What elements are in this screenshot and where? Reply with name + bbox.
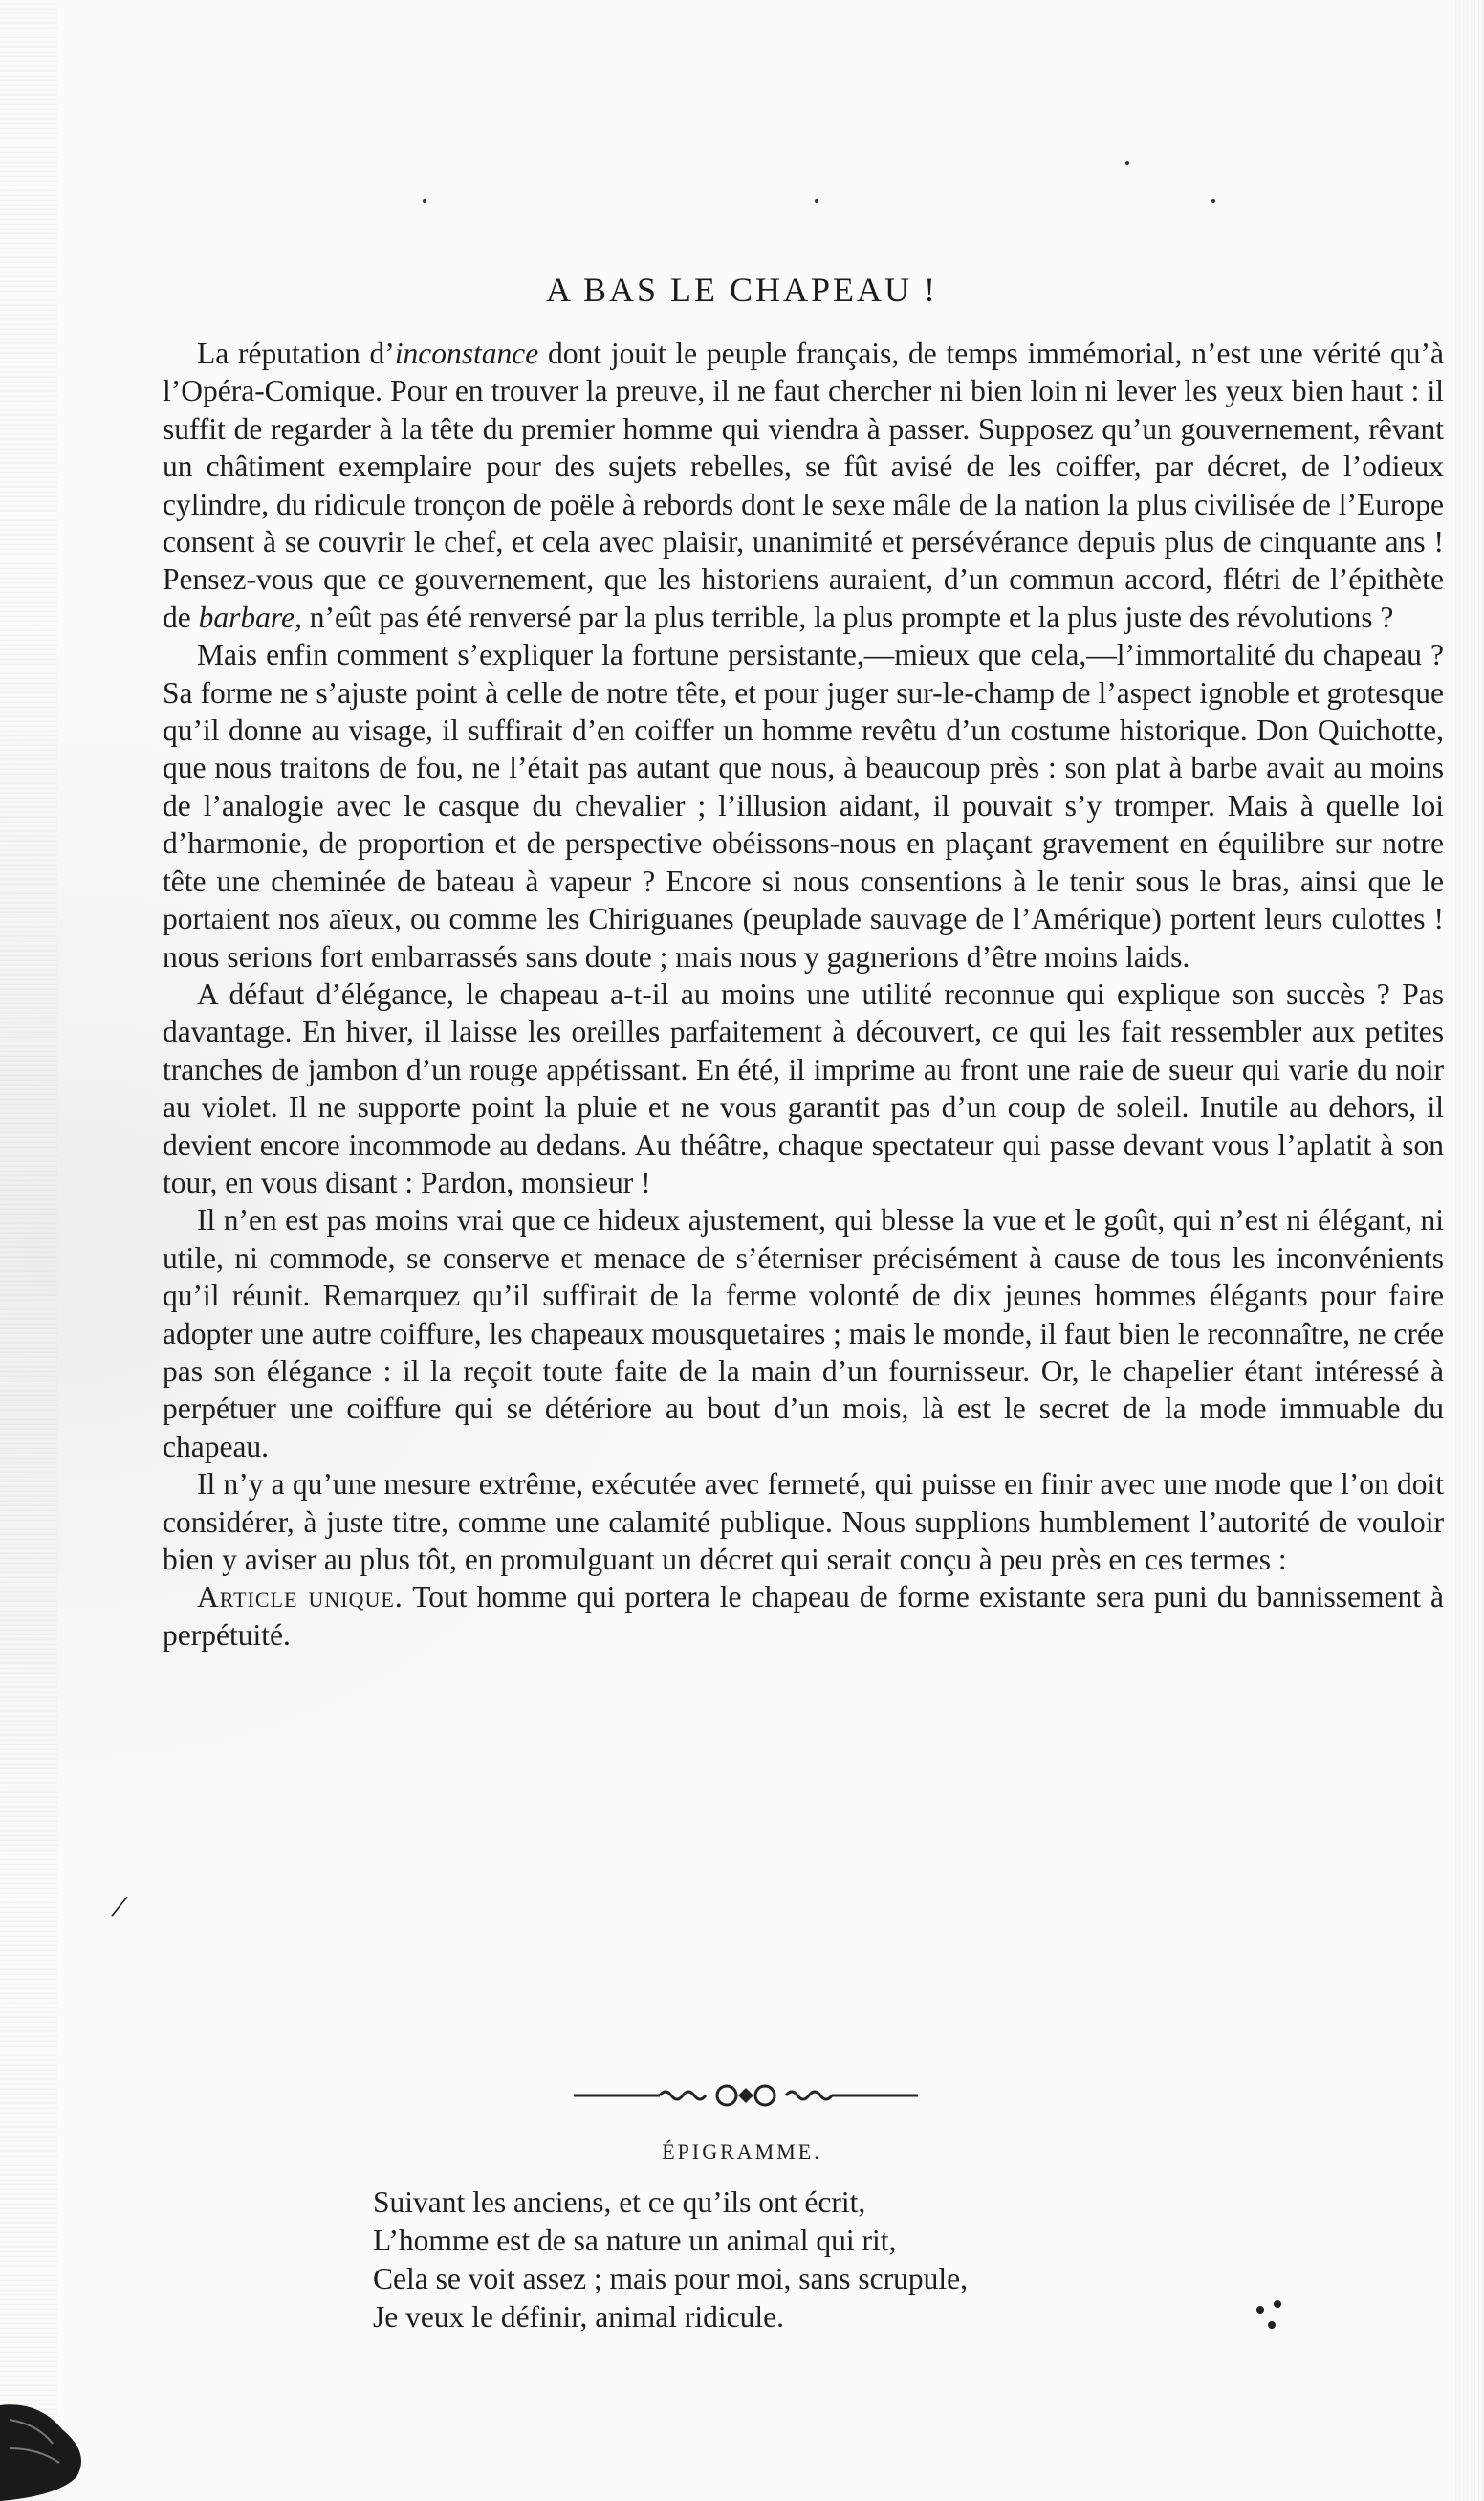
- ink-dot: [1256, 2306, 1264, 2314]
- ornament-circle-left: [717, 2086, 736, 2105]
- poem-line: Suivant les anciens, et ce qu’ils ont écrit,: [373, 2185, 866, 2219]
- text-segment: n’eût pas été renversé par la plus terrible, la plus prompte et la plus juste des révolutions ?: [301, 600, 1394, 634]
- article-title: A BAS LE CHAPEAU !: [545, 271, 939, 309]
- text-segment: Mais enfin comment s’expliquer la fortune persistante,—mieux que cela,—l’immortalité du chapeau ? Sa forme ne s’ajuste point à celle de notre tête, et pour juger sur-le-champ de l’aspect ignoble et grotesque qu’il donne au visage, il suffirait d’en coiffer un homme revêtu d’un costume historique. Don Quichotte, que nous traitons de fou, ne l’était pas autant que nous, à beaucoup près : son plat à barbe avait au moins de l’analogie avec le casque du chevalier ; l’illusion aidant, il pouvait s’y tromper. Mais à quelle loi d’harmonie, de proportion et de perspective obéissons-nous en plaçant gravement en équilibre sur notre tête une cheminée de bateau à vapeur ? Encore si nous consentions à le tenir sous le bras, ainsi que le portaient nos aïeux, ou comme les Chiriguanes (peuplade sauvage de l’Amérique) portent leurs culottes ! nous serions fort embarrassés sans doute ; mais nous y gagnerions d’être moins laids.: [163, 638, 1444, 974]
- scan-edge-right: [1455, 0, 1484, 2501]
- scan-edge-left: [0, 0, 57, 2501]
- poem-line: Cela se voit assez ; mais pour moi, sans scrupule,: [373, 2262, 969, 2295]
- ink-dot: [1274, 2300, 1281, 2308]
- ink-dot: [1268, 2321, 1276, 2329]
- ink-dots: [1253, 2291, 1300, 2338]
- poem-line: L’homme est de sa nature un animal qui rit,: [373, 2224, 897, 2257]
- epigram-title: ÉPIGRAMME.: [662, 2139, 822, 2163]
- speck: [1125, 161, 1129, 165]
- text-segment: Il n’en est pas moins vrai que ce hideux ajustement, qui blesse la vue et le goût, qui n’est ni élégant, ni utile, ni commode, se conserve et menace de s’éterniser précisément à cause de tous les inconvénients qu’il réunit. Remarquez qu’il suffirait de la ferme volonté de dix jeunes hommes élégants pour faire adopter une autre coiffure, les chapeaux mousquetaires ; mais le monde, il faut bien le reconnaître, ne crée pas son élégance : il la reçoit toute faite de la main d’un fournisseur. Or, le chapelier étant intéressé à perpétuer une coiffure qui se détériore au bout d’un mois, là est le secret de la mode immuable du chapeau.: [163, 1203, 1444, 1463]
- margin-mark: /: [108, 1886, 131, 1926]
- text-segment: inconstance: [394, 337, 539, 370]
- epigram-poem: [373, 2183, 968, 2336]
- article-paragraph: [163, 976, 1444, 1201]
- poem-line: Je veux le définir, animal ridicule.: [373, 2300, 784, 2334]
- text-segment: barbare,: [198, 600, 302, 634]
- corner-ink-blot: [0, 2396, 91, 2501]
- ornament-divider: [574, 2078, 918, 2113]
- article-body: [163, 335, 1444, 1654]
- text-segment: La réputation d’: [197, 337, 395, 370]
- article-paragraph: [163, 1201, 1444, 1465]
- text-segment: Tout homme qui portera le chapeau de forme existante sera puni du bannissement à perpétuité.: [163, 1580, 1445, 1652]
- text-segment: A défaut d’élégance, le chapeau a-t-il au moins une utilité reconnue qui explique son succès ? Pas davantage. En hiver, il laisse les oreilles parfaitement à découvert, ce qui les fait ressembler aux petites tranches de jambon d’un rouge appétissant. En été, il imprime au front une raie de sueur qui varie du noir au violet. Il ne supporte point la pluie et ne vous garantit pas d’un coup de soleil. Inutile au dehors, il devient encore incommode au dedans. Au théâtre, chaque spectateur qui passe devant vous l’aplatit à son tour, en vous disant : Pardon, monsieur !: [163, 976, 1444, 1199]
- ornament-wave-left: [660, 2092, 706, 2099]
- article-paragraph: [163, 335, 1444, 636]
- speck: [815, 199, 818, 203]
- article-paragraph: [163, 1578, 1444, 1654]
- ornament-wave-right: [786, 2092, 832, 2099]
- speck: [1211, 199, 1215, 203]
- text-segment: Il n’y a qu’une mesure extrême, exécutée avec fermeté, qui puisse en finir avec une mode que l’on doit considérer, à juste titre, comme une calamité publique. Nous supplions humblement l’autorité de vouloir bien y aviser au plus tôt, en promulguant un décret qui serait conçu à peu près en ces termes :: [163, 1467, 1444, 1576]
- speck: [423, 199, 426, 203]
- ornament-circle-right: [755, 2086, 775, 2105]
- text-segment: dont jouit le peuple français, de temps immémorial, n’est une vérité qu’à l’Opéra-Comique. Pour en trouver la preuve, il ne faut chercher ni bien loin ni lever les yeux bien haut : il suffit de regarder à la tête du premier homme qui viendra à passer. Supposez qu’un gouvernement, rêvant un châtiment exemplaire pour des sujets rebelles, se fût avisé de les coiffer, par décret, de l’odieux cylindre, du ridicule tronçon de poële à rebords dont le sexe mâle de la nation la plus civilisée de l’Europe consent à se couvrir le chef, et cela avec plaisir, unanimité et persévérance depuis plus de cinquante ans ! Pensez-vous que ce gouvernement, que les historiens auraient, d’un commun accord, flétri de l’épithète de: [163, 337, 1444, 634]
- text-segment: Article unique.: [197, 1580, 404, 1614]
- article-paragraph: [163, 636, 1444, 976]
- article-paragraph: [163, 1465, 1444, 1578]
- ornament-diamond: [738, 2088, 753, 2103]
